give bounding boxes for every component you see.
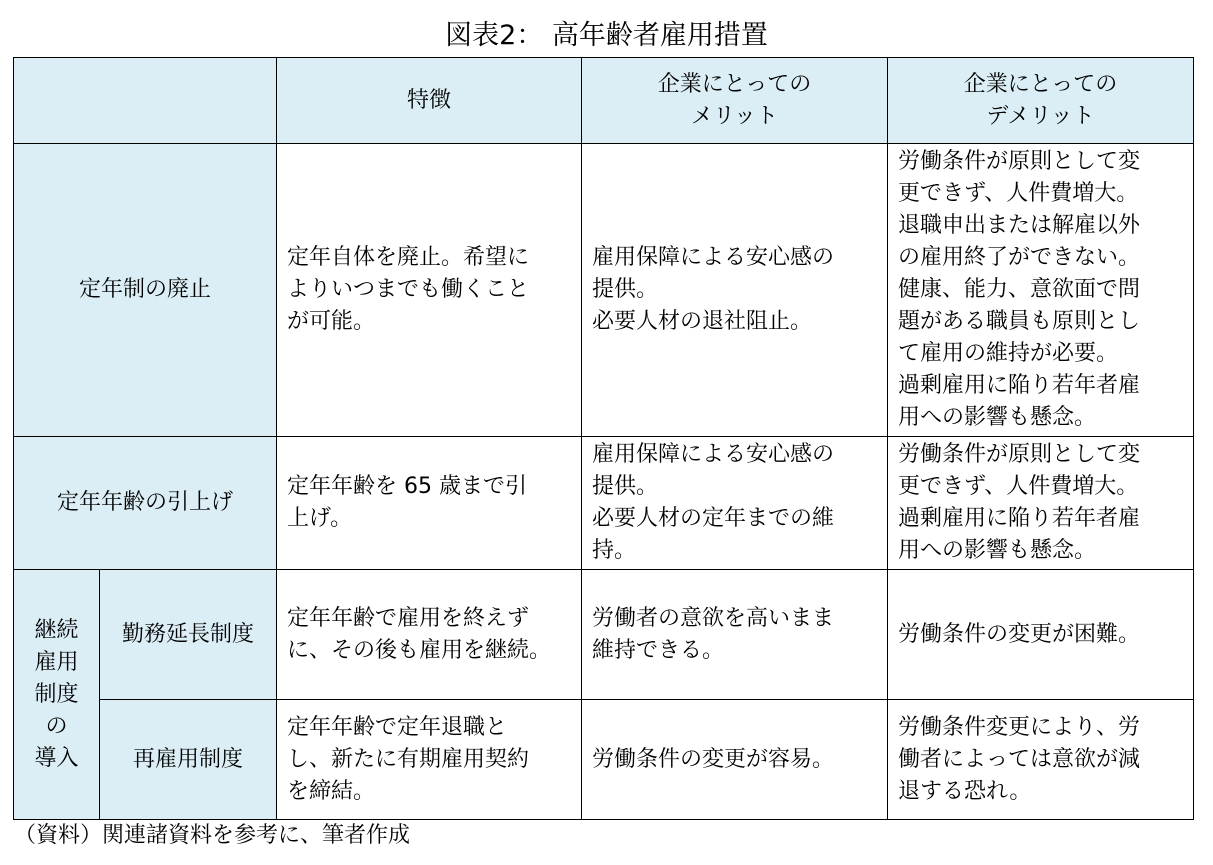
cell-text-line: メリット (690, 103, 779, 129)
feature-cell (277, 700, 582, 820)
row-label-cell (100, 700, 277, 820)
cell-text-line: 定年年齢で定年退職と (287, 714, 508, 740)
cell-text-line: の (45, 713, 68, 739)
row-label-cell (14, 437, 277, 570)
cell-text-line: 導入 (34, 745, 79, 771)
cell-text-line: 健康、能力、意欲面で問 (898, 277, 1141, 302)
cell-text-line: 勤務延長制度 (121, 621, 254, 647)
cell-text-line: 定年年齢の引上げ (56, 490, 233, 515)
cell-text-line: 必要人材の定年までの維 (592, 506, 835, 531)
cell-text-line: 再雇用制度 (132, 746, 243, 772)
cell-text-line: 定年年齢を 65 歳まで引 (287, 474, 527, 499)
cell-text-line: 更できず、人件費増大。 (898, 181, 1139, 206)
cell-text-line: 特徴 (406, 87, 451, 113)
cell-text-line: 労働条件の変更が困難。 (898, 621, 1141, 647)
cell-text-line: 定年制の廃止 (78, 277, 211, 302)
header-corner-cell (14, 58, 277, 144)
table-row (14, 570, 1194, 700)
demerit-cell (888, 700, 1194, 820)
cell-text-line: 上げ。 (287, 506, 353, 531)
table-row (14, 437, 1194, 570)
cell-text-line: 雇用 (34, 649, 79, 675)
source-note: （資料）関連諸資料を参考に、筆者作成 (14, 823, 411, 848)
figure-title: 図表2： 高年齢者雇用措置 (445, 20, 768, 51)
cell-text-line: が可能。 (287, 309, 376, 334)
cell-text-line: て雇用の維持が必要。 (898, 341, 1119, 366)
merit-cell (582, 700, 888, 820)
cell-text-line: し、新たに有期雇用契約 (287, 746, 530, 772)
feature-cell (277, 144, 582, 437)
demerit-cell (888, 570, 1194, 700)
header-row (14, 58, 1194, 144)
cell-text-line: 継続 (34, 617, 79, 643)
merit-cell (582, 570, 888, 700)
cell-text-line: 退する恐れ。 (898, 778, 1032, 804)
merit-cell (582, 144, 888, 437)
header-feature-cell (277, 58, 582, 144)
cell-text-line: 持。 (592, 538, 637, 563)
cell-text-line: の雇用終了ができない。 (898, 245, 1141, 270)
header-merit-cell (582, 58, 888, 144)
cell-text-line: 退職申出または解雇以外 (898, 213, 1141, 238)
cell-text-line: 働者によっては意欲が減 (898, 746, 1141, 772)
demerit-cell (888, 437, 1194, 570)
cell-text-line: デメリット (986, 103, 1095, 129)
cell-text-line: 用への影響も懸念。 (898, 538, 1097, 563)
cell-text-line: 労働条件が原則として変 (898, 442, 1141, 467)
cell-text-line: 更できず、人件費増大。 (898, 474, 1139, 499)
cell-text-line: 過剰雇用に陥り若年者雇 (898, 506, 1141, 531)
cell-text-line: 雇用保障による安心感の (592, 442, 835, 467)
cell-text-line: よりいつまでも働くこと (287, 277, 530, 302)
cell-text-line: 企業にとっての (657, 71, 812, 97)
cell-text-line: 労働条件が原則として変 (898, 149, 1141, 174)
cell-text-line: 過剰雇用に陥り若年者雇 (898, 373, 1141, 398)
table-row (14, 700, 1194, 820)
cell-text-line: を締結。 (287, 778, 376, 804)
cell-text-line: 提供。 (592, 277, 659, 302)
cell-text-line: 題がある職員も原則とし (898, 309, 1141, 334)
cell-text-line: 労働者の意欲を高いまま (592, 605, 835, 631)
feature-cell (277, 437, 582, 570)
cell-text-line: 必要人材の退社阻止。 (592, 309, 813, 334)
cell-text-line: 提供。 (592, 474, 659, 499)
row-label-cell (14, 144, 277, 437)
cell-text-line: 維持できる。 (592, 637, 725, 663)
row-label-cell (100, 570, 277, 700)
header-demerit-cell (888, 58, 1194, 144)
merit-cell (582, 437, 888, 570)
cell-text-line: 企業にとっての (963, 71, 1118, 97)
demerit-cell (888, 144, 1194, 437)
cell-text-line: 雇用保障による安心感の (592, 245, 835, 270)
table-row (14, 144, 1194, 437)
feature-cell (277, 570, 582, 700)
cell-text-line: 制度 (34, 681, 79, 707)
employment-measures-table (13, 57, 1194, 820)
cell-text-line: 用への影響も懸念。 (898, 405, 1097, 430)
cell-text-line: 定年自体を廃止。希望に (287, 245, 530, 270)
cell-text-line: に、その後も雇用を継続。 (287, 637, 552, 663)
cell-text-line: 労働条件の変更が容易。 (592, 746, 835, 772)
cell-text-line: 労働条件変更により、労 (898, 714, 1141, 740)
group-label-cell (14, 570, 100, 820)
cell-text-line: 定年年齢で雇用を終えず (287, 605, 530, 631)
